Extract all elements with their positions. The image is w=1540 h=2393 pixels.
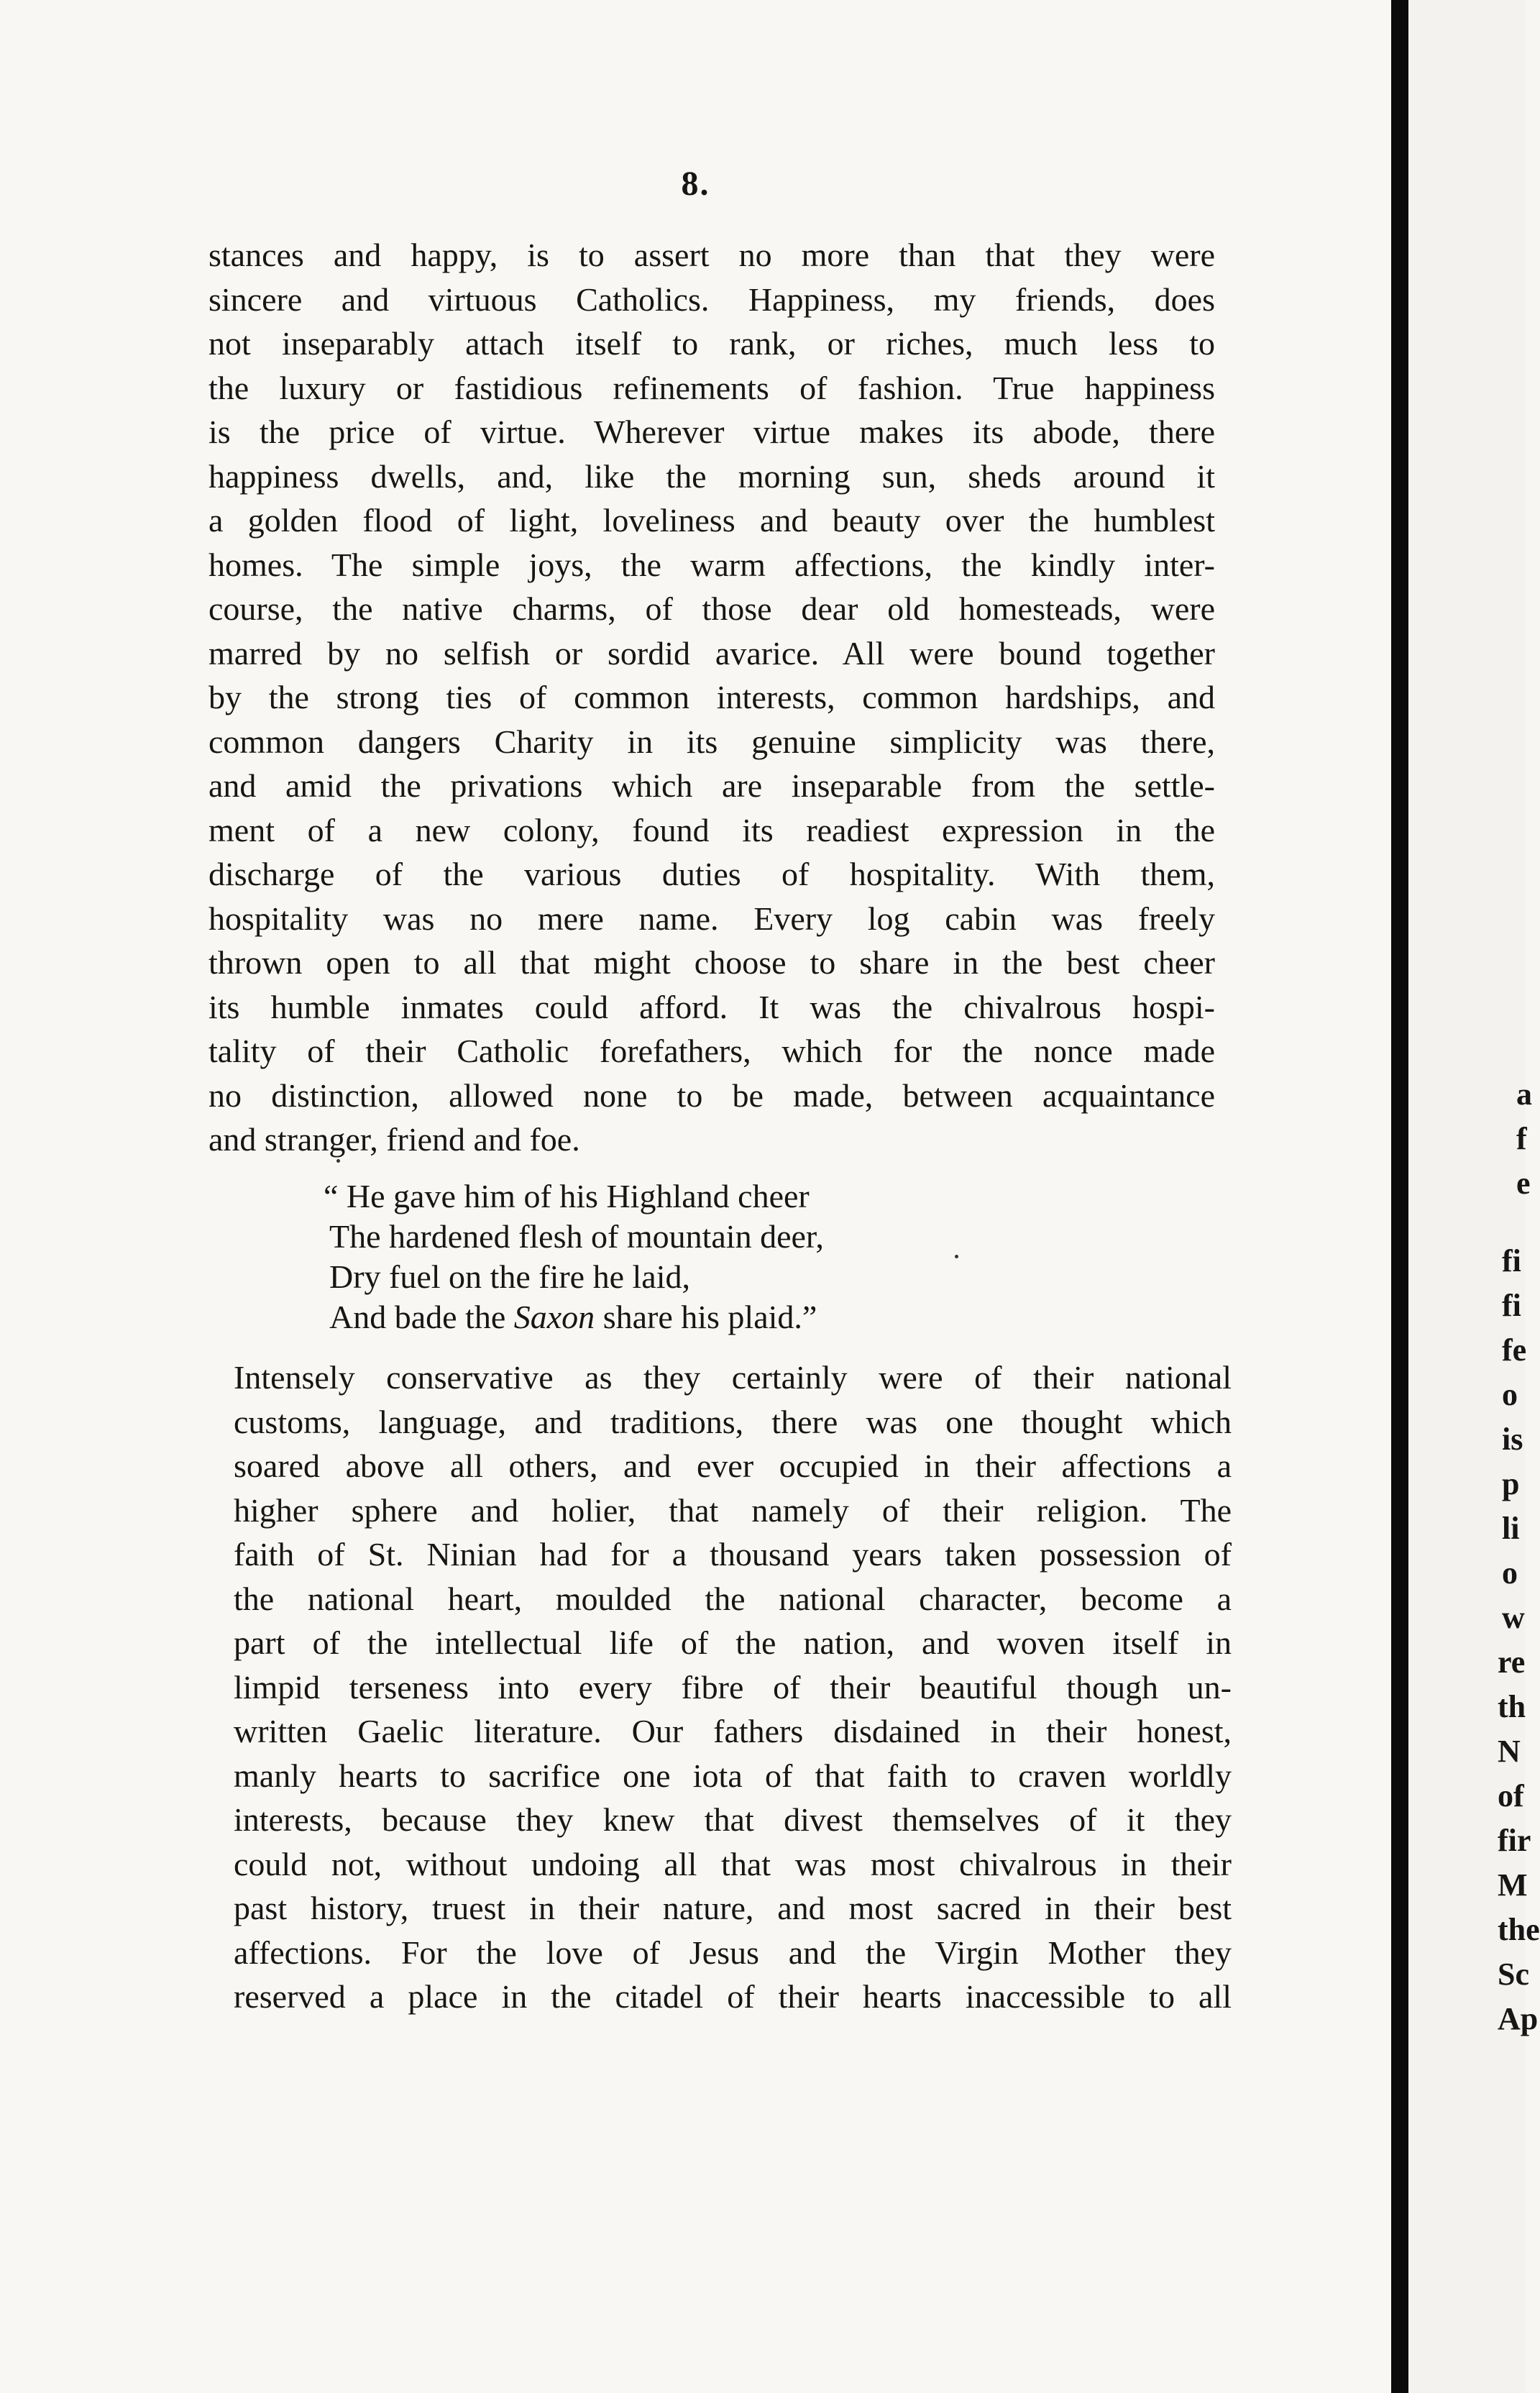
- verse-line: “ He gave him of his Highland cheer: [324, 1178, 810, 1214]
- facing-fragment: o: [1502, 1377, 1518, 1412]
- facing-fragment: fir: [1498, 1823, 1531, 1858]
- paragraph-line: and amid the privations which are inseparable from the settle-: [208, 767, 1215, 804]
- paragraph-line: course, the native charms, of those dear old homesteads, were: [208, 590, 1215, 627]
- paragraph-line: thrown open to all that might choose to share in the best cheer: [208, 944, 1215, 981]
- paragraph-line: part of the intellectual life of the nation, and woven itself in: [234, 1624, 1232, 1661]
- facing-fragment: Ap: [1498, 2001, 1539, 2036]
- facing-fragment: p: [1502, 1466, 1520, 1501]
- facing-fragment: li: [1502, 1511, 1520, 1546]
- paragraph-line: discharge of the various duties of hospitality. With them,: [208, 856, 1215, 892]
- verse-text: And bade the: [329, 1299, 514, 1335]
- facing-fragment: of: [1498, 1778, 1524, 1813]
- paragraph-line: by the strong ties of common interests, common hardships, and: [208, 679, 1215, 715]
- paragraph-line: sincere and virtuous Catholics. Happiness, my friends, does: [208, 280, 1215, 318]
- facing-fragment: re: [1498, 1644, 1526, 1680]
- paragraph-line: tality of their Catholic forefathers, which for the nonce made: [208, 1033, 1215, 1069]
- paragraph-line: soared above all others, and ever occupied in their affections a: [234, 1447, 1232, 1484]
- paragraph-line: interests, because they knew that divest themselves of it they: [234, 1801, 1232, 1838]
- facing-fragment: e: [1516, 1166, 1531, 1201]
- facing-fragment: M: [1498, 1867, 1528, 1903]
- paragraph-line: marred by no selfish or sordid avarice. All were bound together: [208, 634, 1215, 672]
- verse-italic-word: Saxon: [513, 1299, 595, 1335]
- facing-fragment: N: [1498, 1734, 1521, 1769]
- paragraph-line: Intensely conservative as they certainly were of their national: [234, 1359, 1232, 1396]
- facing-fragment: is: [1502, 1422, 1523, 1457]
- paragraph-line: the national heart, moulded the national character, become a: [234, 1580, 1232, 1617]
- paragraph-line: the luxury or fastidious refinements of fashion. True happiness: [208, 369, 1215, 406]
- paragraph-line: ment of a new colony, found its readiest expression in the: [208, 811, 1215, 848]
- facing-fragment: w: [1502, 1600, 1525, 1635]
- paragraph-line: common dangers Charity in its genuine simplicity was there,: [208, 723, 1215, 760]
- paragraph-line: is the price of virtue. Wherever virtue makes its abode, there: [208, 413, 1215, 450]
- facing-fragment: Sc: [1498, 1957, 1529, 1992]
- verse-line: The hardened flesh of mountain deer,: [329, 1218, 824, 1255]
- paragraph-line: and stranger, friend and foe.: [208, 1121, 580, 1158]
- paragraph-line: reserved a place in the citadel of their hearts inaccessible to all: [234, 1978, 1232, 2015]
- paragraph-line: happiness dwells, and, like the morning sun, sheds around it: [208, 457, 1215, 495]
- verse-line: Dry fuel on the fire he laid,: [329, 1258, 690, 1295]
- facing-fragment: fi: [1502, 1243, 1521, 1278]
- facing-fragment: the: [1498, 1912, 1540, 1947]
- page-number: 8.: [681, 165, 710, 203]
- paragraph-2: [234, 1355, 1232, 2019]
- paragraph-line: homes. The simple joys, the warm affections, the kindly inter-: [208, 546, 1215, 583]
- paragraph-line: past history, truest in their nature, and most sacred in their best: [234, 1890, 1232, 1926]
- facing-page-text: [1408, 1076, 1540, 2036]
- paragraph-1: [208, 233, 1215, 1162]
- ink-speck: [336, 1159, 340, 1163]
- verse-text: share his plaid.”: [595, 1299, 817, 1335]
- facing-fragment: f: [1516, 1121, 1527, 1156]
- paragraph-line: faith of St. Ninian had for a thousand years taken possession of: [234, 1536, 1232, 1573]
- verse-line: [301, 1297, 948, 1337]
- ink-speck: [955, 1255, 958, 1258]
- facing-fragment: fe: [1502, 1332, 1527, 1368]
- verse-quotation: [301, 1176, 948, 1337]
- paragraph-line: could not, without undoing all that was most chivalrous in their: [234, 1845, 1232, 1882]
- paragraph-line: affections. For the love of Jesus and the Virgin Mother they: [234, 1934, 1232, 1971]
- facing-fragment: th: [1498, 1689, 1526, 1724]
- paragraph-line: limpid terseness into every fibre of their beautiful though un-: [234, 1668, 1232, 1706]
- paragraph-line: stances and happy, is to assert no more than that they were: [208, 237, 1215, 273]
- paragraph-line: manly hearts to sacrifice one iota of that faith to craven worldly: [234, 1757, 1232, 1794]
- facing-fragment: fi: [1502, 1288, 1521, 1323]
- facing-fragment: a: [1516, 1076, 1532, 1112]
- paragraph-line: higher sphere and holier, that namely of their religion. The: [234, 1491, 1232, 1529]
- paragraph-line: its humble inmates could afford. It was the chivalrous hospi-: [208, 988, 1215, 1025]
- facing-page-edge: [1408, 0, 1540, 2393]
- paragraph-line: written Gaelic literature. Our fathers disdained in their honest,: [234, 1713, 1232, 1749]
- paragraph-line: not inseparably attach itself to rank, or riches, much less to: [208, 325, 1215, 362]
- paragraph-line: customs, language, and traditions, there was one thought which: [234, 1403, 1232, 1440]
- paragraph-line: hospitality was no mere name. Every log cabin was freely: [208, 900, 1215, 937]
- page-gutter: [1391, 0, 1408, 2393]
- paragraph-line: a golden flood of light, loveliness and beauty over the humblest: [208, 502, 1215, 539]
- facing-fragment: o: [1502, 1555, 1518, 1591]
- paragraph-line: no distinction, allowed none to be made, between acquaintance: [208, 1076, 1215, 1114]
